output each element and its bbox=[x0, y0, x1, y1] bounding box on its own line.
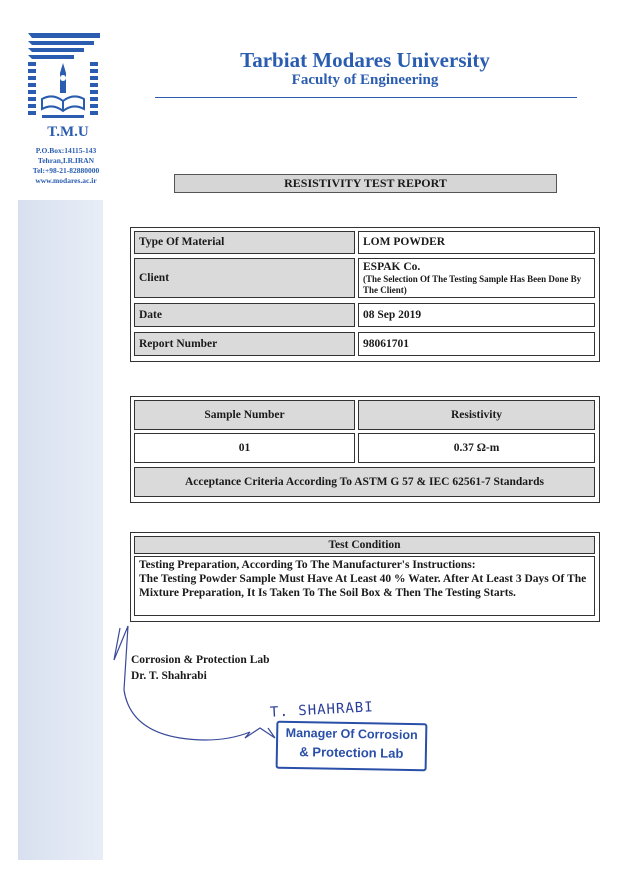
resistivity-value: 0.37 Ω-m bbox=[358, 433, 595, 463]
test-condition-title: Test Condition bbox=[134, 536, 595, 554]
date-label: Date bbox=[134, 303, 355, 327]
decorative-sidebar-band bbox=[18, 200, 103, 860]
address-line: www.modares.ac.ir bbox=[35, 176, 97, 185]
signature-scribble-icon bbox=[100, 620, 300, 750]
university-address bbox=[14, 146, 118, 186]
sample-number-value: 01 bbox=[134, 433, 355, 463]
university-abbreviation: T.M.U bbox=[47, 124, 89, 140]
signatory-name: Dr. T. Shahrabi bbox=[131, 670, 207, 682]
university-logo-icon bbox=[28, 33, 100, 123]
client-value-cell bbox=[358, 258, 595, 298]
sample-number-header: Sample Number bbox=[134, 400, 355, 430]
test-condition-body bbox=[134, 556, 595, 616]
stamp-line: & Protection Lab bbox=[299, 744, 404, 761]
university-name: Tarbiat Modares University bbox=[240, 48, 490, 72]
resistivity-header: Resistivity bbox=[358, 400, 595, 430]
client-note: (The Selection Of The Testing Sample Has Been Done By The Client) bbox=[363, 274, 582, 295]
header-divider bbox=[155, 97, 577, 98]
test-condition-line: Testing Preparation, According To The Manufacturer's Instructions: bbox=[139, 559, 476, 571]
address-line: Tel:+98-21-82880000 bbox=[32, 166, 100, 175]
report-number-label: Report Number bbox=[134, 332, 355, 356]
report-title: RESISTIVITY TEST REPORT bbox=[174, 174, 557, 193]
test-condition-line: The Testing Powder Sample Must Have At Least 40 % Water. After At Least 3 Days Of The Mixture Preparation, It Is Taken To The Soil Box & Then The Testing Starts. bbox=[139, 573, 587, 599]
type-of-material-value: LOM POWDER bbox=[358, 231, 595, 254]
client-value: ESPAK Co. bbox=[363, 261, 421, 273]
address-line: Tehran,I.R.IRAN bbox=[37, 156, 95, 165]
faculty-name: Faculty of Engineering bbox=[291, 72, 439, 88]
address-line: P.O.Box:14115-143 bbox=[35, 146, 97, 155]
report-number-value: 98061701 bbox=[358, 332, 595, 356]
stamp-line: Manager Of Corrosion bbox=[285, 725, 418, 743]
acceptance-criteria: Acceptance Criteria According To ASTM G 57 & IEC 62561-7 Standards bbox=[134, 467, 595, 497]
lab-manager-stamp bbox=[276, 721, 428, 772]
date-value: 08 Sep 2019 bbox=[358, 303, 595, 327]
client-label: Client bbox=[134, 258, 355, 298]
type-of-material-label: Type Of Material bbox=[134, 231, 355, 254]
handwritten-name: T. SHAHRABI bbox=[269, 699, 375, 721]
lab-name: Corrosion & Protection Lab bbox=[131, 654, 270, 666]
